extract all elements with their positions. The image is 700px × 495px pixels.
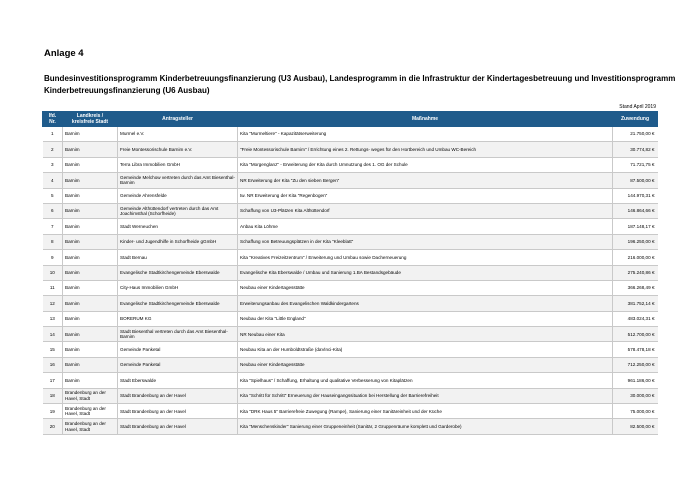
cell-nr: 11 [43, 280, 63, 295]
stand-date: Stand April 2019 [619, 104, 656, 110]
cell-kreis: Brandenburg an der Havel, Stadt [63, 419, 118, 434]
cell-nr: 6 [43, 203, 63, 218]
table-row [43, 419, 658, 434]
funding-table [42, 111, 658, 435]
cell-kreis: Barnim [63, 296, 118, 311]
table-row [43, 342, 658, 357]
cell-antragsteller: Terra Libra Immobilien GmbH [118, 157, 238, 172]
cell-kreis: Barnim [63, 280, 118, 295]
cell-nr: 15 [43, 342, 63, 357]
table-row [43, 357, 658, 372]
cell-kreis: Brandenburg an der Havel, Stadt [63, 388, 118, 403]
cell-massnahme: Kita "Schritt für Schritt" Erneuerung der Hauseingangssituation bei Herstellung der Barrierefreiheit [238, 388, 613, 403]
cell-antragsteller: Gemeinde Althüttendorf vertreten durch das Amt Joachimsthal (Schorfheide) [118, 203, 238, 218]
table-row [43, 404, 658, 419]
cell-antragsteller: Gemeinde Ahrensfelde [118, 188, 238, 203]
cell-massnahme: "Freie Montessorischule Barnim" / Errichtung eines 2. Rettungs- weges für den Hortbereich und Umbau WC-Bereich [238, 142, 613, 157]
cell-kreis: Barnim [63, 142, 118, 157]
cell-nr: 3 [43, 157, 63, 172]
column-header-antragsteller: Antragsteller [118, 112, 238, 127]
cell-zuwendung: 21.750,00 € [613, 127, 658, 142]
cell-antragsteller: Gemeinde Melchow vertreten durch das Amt Biesenthal-Barnim [118, 173, 238, 188]
cell-massnahme: Neubau der Kita "Little England" [238, 311, 613, 326]
cell-zuwendung: 381.752,14 € [613, 296, 658, 311]
cell-nr: 7 [43, 219, 63, 234]
cell-nr: 8 [43, 234, 63, 249]
cell-kreis: Barnim [63, 203, 118, 218]
cell-antragsteller: Stadt Bernau [118, 250, 238, 265]
table-header-row [43, 112, 658, 127]
cell-antragsteller: Kinder- und Jugendhilfe in Schorfheide gGmbH [118, 234, 238, 249]
cell-zuwendung: 144.970,31 € [613, 188, 658, 203]
cell-antragsteller: Stadt Brandenburg an der Havel [118, 419, 238, 434]
cell-nr: 18 [43, 388, 63, 403]
cell-nr: 16 [43, 357, 63, 372]
table-row [43, 127, 658, 142]
cell-antragsteller: Stadt Brandenburg an der Havel [118, 388, 238, 403]
cell-nr: 1 [43, 127, 63, 142]
cell-antragsteller: Stadt Werneuchen [118, 219, 238, 234]
cell-kreis: Brandenburg an der Havel, Stadt [63, 404, 118, 419]
cell-zuwendung: 196.250,00 € [613, 234, 658, 249]
cell-kreis: Barnim [63, 173, 118, 188]
cell-massnahme: NR Erweiterung der Kita "Zu den sieben Bergen" [238, 173, 613, 188]
cell-kreis: Barnim [63, 157, 118, 172]
cell-kreis: Barnim [63, 188, 118, 203]
cell-zuwendung: 71.721,75 € [613, 157, 658, 172]
cell-kreis: Barnim [63, 311, 118, 326]
cell-massnahme: tw. NR Erweiterung der Kita "Regenbogen" [238, 188, 613, 203]
cell-zuwendung: 30.000,00 € [613, 388, 658, 403]
table-row [43, 188, 658, 203]
table-row [43, 311, 658, 326]
cell-massnahme: Neubau einer Kindertagesstätte [238, 280, 613, 295]
cell-nr: 14 [43, 327, 63, 342]
cell-massnahme: Schaffung von U3-Plätzen Kita Althüttendorf [238, 203, 613, 218]
cell-massnahme: Erweiterungsanbau des Evangelischen Waldkindergartens [238, 296, 613, 311]
cell-kreis: Barnim [63, 327, 118, 342]
column-header-nr: lfd. Nr. [43, 112, 63, 127]
cell-kreis: Barnim [63, 250, 118, 265]
table-row [43, 142, 658, 157]
cell-antragsteller: Stadt Brandenburg an der Havel [118, 404, 238, 419]
cell-massnahme: NR Neubau einer Kita [238, 327, 613, 342]
cell-antragsteller: Evangelische Stadtkirchengemeinde Eberswalde [118, 296, 238, 311]
document-heading: Bundesinvestitionsprogramm Kinderbetreuungsfinanzierung (U3 Ausbau), Landesprogramm in die Infrastruktur der Kindertagesbetreuung und Investitionsprogramm Kinderbetreuungsfinanzierung (U6 Ausbau) [44, 74, 676, 95]
cell-nr: 10 [43, 265, 63, 280]
cell-antragsteller: City-Haus Immobilien GmbH [118, 280, 238, 295]
cell-zuwendung: 75.000,00 € [613, 404, 658, 419]
cell-nr: 17 [43, 373, 63, 388]
cell-zuwendung: 146.864,66 € [613, 203, 658, 218]
document-title: Anlage 4 [44, 48, 84, 59]
column-header-massnahme: Maßnahme [238, 112, 613, 127]
table-row [43, 234, 658, 249]
column-header-zuwendung: Zuwendung [613, 112, 658, 127]
cell-massnahme: Evangelische Kita Eberswalde / Umbau und Sanierung 1.BA Bestandsgebäude [238, 265, 613, 280]
cell-kreis: Barnim [63, 265, 118, 280]
cell-antragsteller: Freie Montessorischule Barnim e.V. [118, 142, 238, 157]
table-row [43, 296, 658, 311]
cell-zuwendung: 216.000,00 € [613, 250, 658, 265]
cell-nr: 13 [43, 311, 63, 326]
cell-nr: 19 [43, 404, 63, 419]
cell-massnahme: Kita "Spielhaus" / Schaffung, Erhaltung und qualitative Verbesserung von Kitaplätzen [238, 373, 613, 388]
cell-antragsteller: Stadt Eberswalde [118, 373, 238, 388]
cell-kreis: Barnim [63, 127, 118, 142]
cell-massnahme: Kita "DRK Haus 5" Barrierefreie Zuwegung (Rampe), Sanierung einer Sanitäreinheit und der Küche [238, 404, 613, 419]
cell-zuwendung: 30.774,82 € [613, 142, 658, 157]
cell-nr: 5 [43, 188, 63, 203]
cell-zuwendung: 82.500,00 € [613, 419, 658, 434]
cell-nr: 9 [43, 250, 63, 265]
cell-massnahme: Neubau einer Kindertagesstätte [238, 357, 613, 372]
table-row [43, 327, 658, 342]
cell-zuwendung: 578.478,18 € [613, 342, 658, 357]
cell-kreis: Barnim [63, 373, 118, 388]
cell-kreis: Barnim [63, 219, 118, 234]
cell-antragsteller: Evangelische Stadtkirchengemeinde Eberswalde [118, 265, 238, 280]
table-row [43, 250, 658, 265]
cell-massnahme: Anbau Kita Löhme [238, 219, 613, 234]
cell-antragsteller: Gemeinde Panketal [118, 357, 238, 372]
cell-kreis: Barnim [63, 342, 118, 357]
cell-kreis: Barnim [63, 357, 118, 372]
cell-kreis: Barnim [63, 234, 118, 249]
cell-nr: 2 [43, 142, 63, 157]
cell-antragsteller: Murmel e.V. [118, 127, 238, 142]
cell-massnahme: Kita "Murmeltiere" - Kapazitätserweiterung [238, 127, 613, 142]
cell-zuwendung: 187.148,17 € [613, 219, 658, 234]
table-row [43, 173, 658, 188]
cell-massnahme: Kita "Kreatives Freizeitzentrum" / Erweiterung und Umbau sowie Dacherneuerung [238, 250, 613, 265]
cell-zuwendung: 512.700,00 € [613, 327, 658, 342]
cell-nr: 4 [43, 173, 63, 188]
cell-zuwendung: 483.024,31 € [613, 311, 658, 326]
cell-massnahme: Neubau Kita an der Humboldtstraße (daVinci-Kita) [238, 342, 613, 357]
cell-massnahme: Schaffung von Betreuungsplätzen in der Kita "Kleeblatt" [238, 234, 613, 249]
cell-nr: 12 [43, 296, 63, 311]
cell-massnahme: Kita "Menschenskinder" Sanierung einer Gruppeneinheit (Sanitär, 2 Gruppenräume komplett und Garderobe) [238, 419, 613, 434]
cell-zuwendung: 275.240,86 € [613, 265, 658, 280]
cell-antragsteller: Stadt Biesenthal vertreten durch das Amt Biesenthal-Barnim [118, 327, 238, 342]
cell-antragsteller: BORERUM KG [118, 311, 238, 326]
table-row [43, 280, 658, 295]
table-row [43, 219, 658, 234]
column-header-kreis: Landkreis / kreisfreie Stadt [63, 112, 118, 127]
cell-zuwendung: 712.250,00 € [613, 357, 658, 372]
cell-massnahme: Kita "Morgenglanz" - Erweiterung der Kita durch Umnutzung des 1. OG der Schule [238, 157, 613, 172]
table-row [43, 203, 658, 218]
table-row [43, 373, 658, 388]
table-row [43, 388, 658, 403]
table-row [43, 265, 658, 280]
table-row [43, 157, 658, 172]
cell-nr: 20 [43, 419, 63, 434]
cell-zuwendung: 87.500,00 € [613, 173, 658, 188]
cell-zuwendung: 366.268,49 € [613, 280, 658, 295]
cell-zuwendung: 961.186,00 € [613, 373, 658, 388]
cell-antragsteller: Gemeinde Panketal [118, 342, 238, 357]
table-body [43, 127, 658, 435]
